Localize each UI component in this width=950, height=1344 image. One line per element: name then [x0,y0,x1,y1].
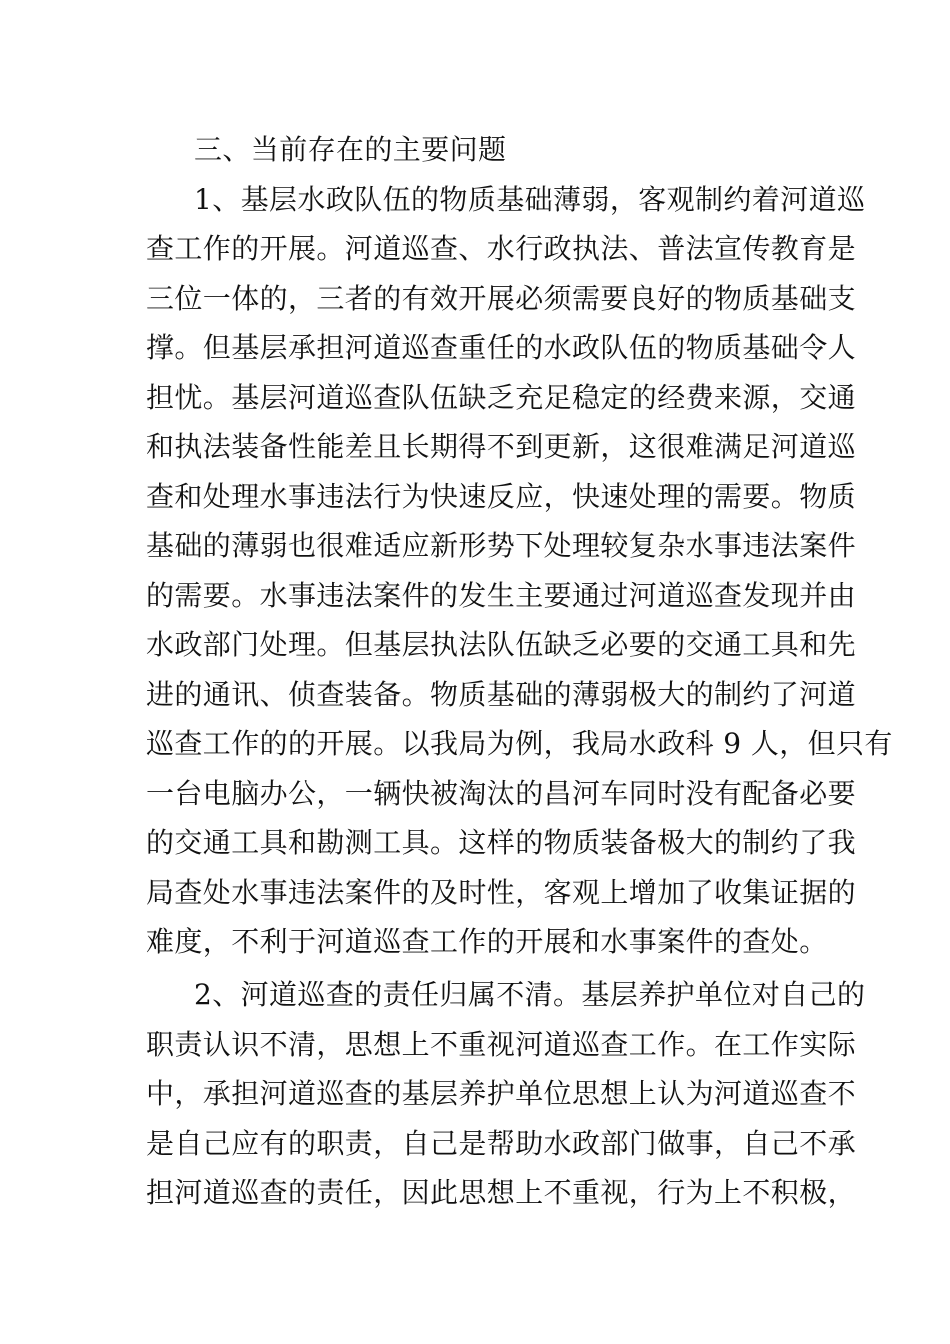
paragraph-1-line-10: 水政部门处理。但基层执法队伍缺乏必要的交通工具和先 [146,628,857,661]
paragraph-2-line-3: 中，承担河道巡查的基层养护单位思想上认为河道巡查不 [146,1077,857,1110]
paragraph-1-line-5: 担忧。基层河道巡查队伍缺乏充足稳定的经费来源，交通 [146,381,857,414]
paragraph-2-line-4: 是自己应有的职责，自己是帮助水政部门做事，自己不承 [146,1127,857,1160]
paragraph-1-line-2: 查工作的开展。河道巡查、水行政执法、普法宣传教育是 [146,232,857,265]
paragraph-1-line-12: 巡查工作的的开展。以我局为例，我局水政科 9 人，但只有 [146,727,893,760]
paragraph-1-line-9: 的需要。水事违法案件的发生主要通过河道巡查发现并由 [146,579,857,612]
paragraph-2-line-2: 职责认识不清，思想上不重视河道巡查工作。在工作实际 [146,1028,857,1061]
paragraph-1-line-8: 基础的薄弱也很难适应新形势下处理较复杂水事违法案件 [146,529,857,562]
paragraph-1-line-7: 查和处理水事违法行为快速反应，快速处理的需要。物质 [146,480,857,513]
paragraph-2-line-5: 担河道巡查的责任，因此思想上不重视，行为上不积极， [146,1176,857,1209]
paragraph-1-line-14: 的交通工具和勘测工具。这样的物质装备极大的制约了我 [146,826,857,859]
section-heading: 三、当前存在的主要问题 [194,133,507,166]
paragraph-1-line-15: 局查处水事违法案件的及时性，客观上增加了收集证据的 [146,876,857,909]
paragraph-1-line-13: 一台电脑办公，一辆快被淘汰的昌河车同时没有配备必要 [146,777,857,810]
paragraph-1-line-1: 1、基层水政队伍的物质基础薄弱，客观制约着河道巡 [194,183,866,216]
paragraph-1-line-11: 进的通讯、侦查装备。物质基础的薄弱极大的制约了河道 [146,678,857,711]
paragraph-1-line-4: 撑。但基层承担河道巡查重任的水政队伍的物质基础令人 [146,331,857,364]
paragraph-1-line-6: 和执法装备性能差且长期得不到更新，这很难满足河道巡 [146,430,857,463]
paragraph-1-line-16: 难度，不利于河道巡查工作的开展和水事案件的查处。 [146,925,828,958]
paragraph-2-line-1: 2、河道巡查的责任归属不清。基层养护单位对自己的 [194,978,866,1011]
paragraph-1-line-3: 三位一体的，三者的有效开展必须需要良好的物质基础支 [146,282,857,315]
